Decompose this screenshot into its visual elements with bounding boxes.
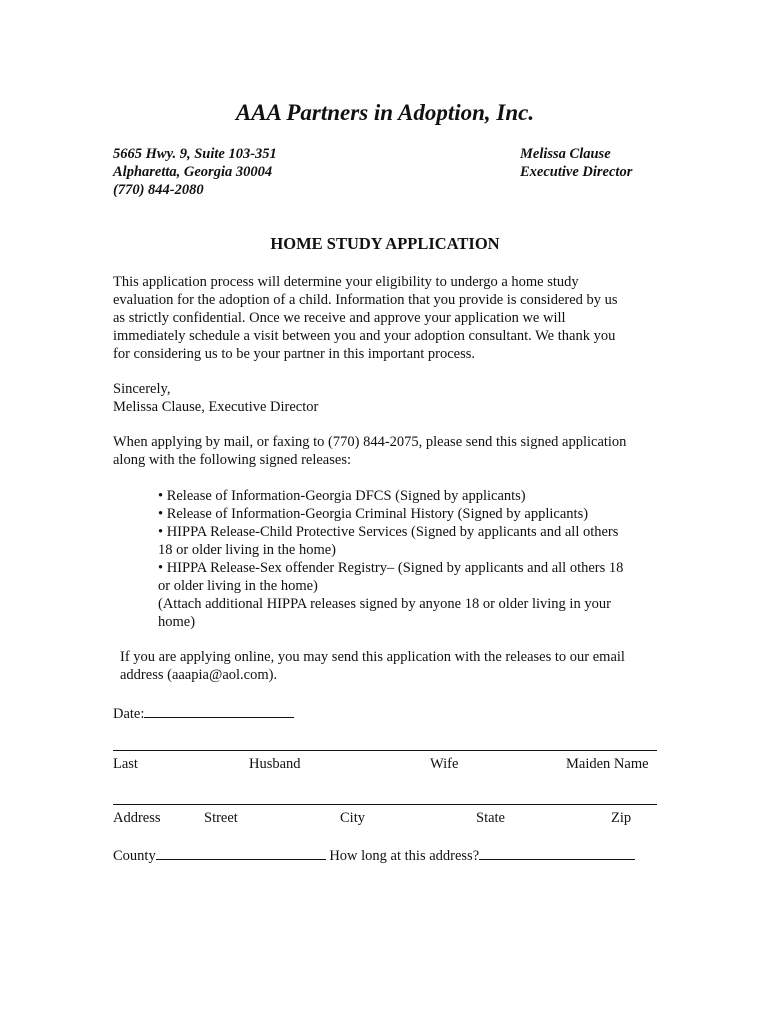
street-label: Street <box>204 810 238 826</box>
contact-block <box>520 145 632 181</box>
list-item: • HIPPA Release-Sex offender Registry– (Signed by applicants and all others 18 <box>158 560 624 576</box>
online-instructions <box>120 648 660 684</box>
text-line: along with the following signed releases: <box>113 452 351 468</box>
text-line: If you are applying online, you may send this application with the releases to our email <box>120 649 625 665</box>
county-label: County <box>113 848 156 864</box>
name-input-line[interactable] <box>113 750 657 751</box>
organization-title: AAA Partners in Adoption, Inc. <box>235 100 535 125</box>
list-item: 18 or older living in the home) <box>158 542 336 558</box>
address-line: (770) 844-2080 <box>113 182 204 198</box>
closing-block <box>113 380 658 416</box>
list-item: home) <box>158 614 196 630</box>
list-item: or older living in the home) <box>158 578 318 594</box>
intro-paragraph <box>113 273 658 363</box>
document-title: HOME STUDY APPLICATION <box>270 234 500 253</box>
list-item: • Release of Information-Georgia DFCS (Signed by applicants) <box>158 488 526 504</box>
text-line: This application process will determine your eligibility to undergo a home study <box>113 274 579 290</box>
state-label: State <box>476 810 505 826</box>
maiden-name-label: Maiden Name <box>566 756 649 772</box>
county-field <box>113 845 635 865</box>
list-item: • Release of Information-Georgia Criminal History (Signed by applicants) <box>158 506 589 522</box>
list-item: (Attach additional HIPPA releases signed by anyone 18 or older living in your <box>158 596 611 612</box>
address-line: Alpharetta, Georgia 30004 <box>113 164 273 180</box>
address-label: Address <box>113 810 161 826</box>
address-line: 5665 Hwy. 9, Suite 103-351 <box>113 146 277 162</box>
how-long-input-line[interactable] <box>479 845 635 860</box>
mail-instructions <box>113 433 658 469</box>
contact-name: Melissa Clause <box>520 146 611 162</box>
releases-list <box>158 487 658 631</box>
list-item: • HIPPA Release-Child Protective Services (Signed by applicants and all others <box>158 524 619 540</box>
husband-label: Husband <box>249 756 301 772</box>
zip-label: Zip <box>611 810 632 826</box>
text-line: immediately schedule a visit between you and your adoption consultant. We thank you <box>113 328 616 344</box>
contact-title: Executive Director <box>520 164 633 180</box>
signature-text: Melissa Clause, Executive Director <box>113 399 319 415</box>
date-field <box>113 703 294 723</box>
text-line: evaluation for the adoption of a child. Information that you provide is considered by us <box>113 292 618 308</box>
text-line: for considering us to be your partner in this important process. <box>113 346 476 362</box>
address-input-line[interactable] <box>113 804 657 805</box>
closing-text: Sincerely, <box>113 381 171 397</box>
text-line: When applying by mail, or faxing to (770) 844-2075, please send this signed application <box>113 434 627 450</box>
wife-label: Wife <box>430 756 459 772</box>
how-long-label: How long at this address? <box>329 848 480 864</box>
county-input-line[interactable] <box>156 845 326 860</box>
text-line: as strictly confidential. Once we receive and approve your application we will <box>113 310 566 326</box>
organization-address <box>113 145 277 199</box>
city-label: City <box>340 810 365 826</box>
last-name-label: Last <box>113 756 138 772</box>
date-label: Date: <box>113 706 145 722</box>
date-input-line[interactable] <box>144 703 294 718</box>
text-line: address (aaapia@aol.com). <box>120 667 278 683</box>
